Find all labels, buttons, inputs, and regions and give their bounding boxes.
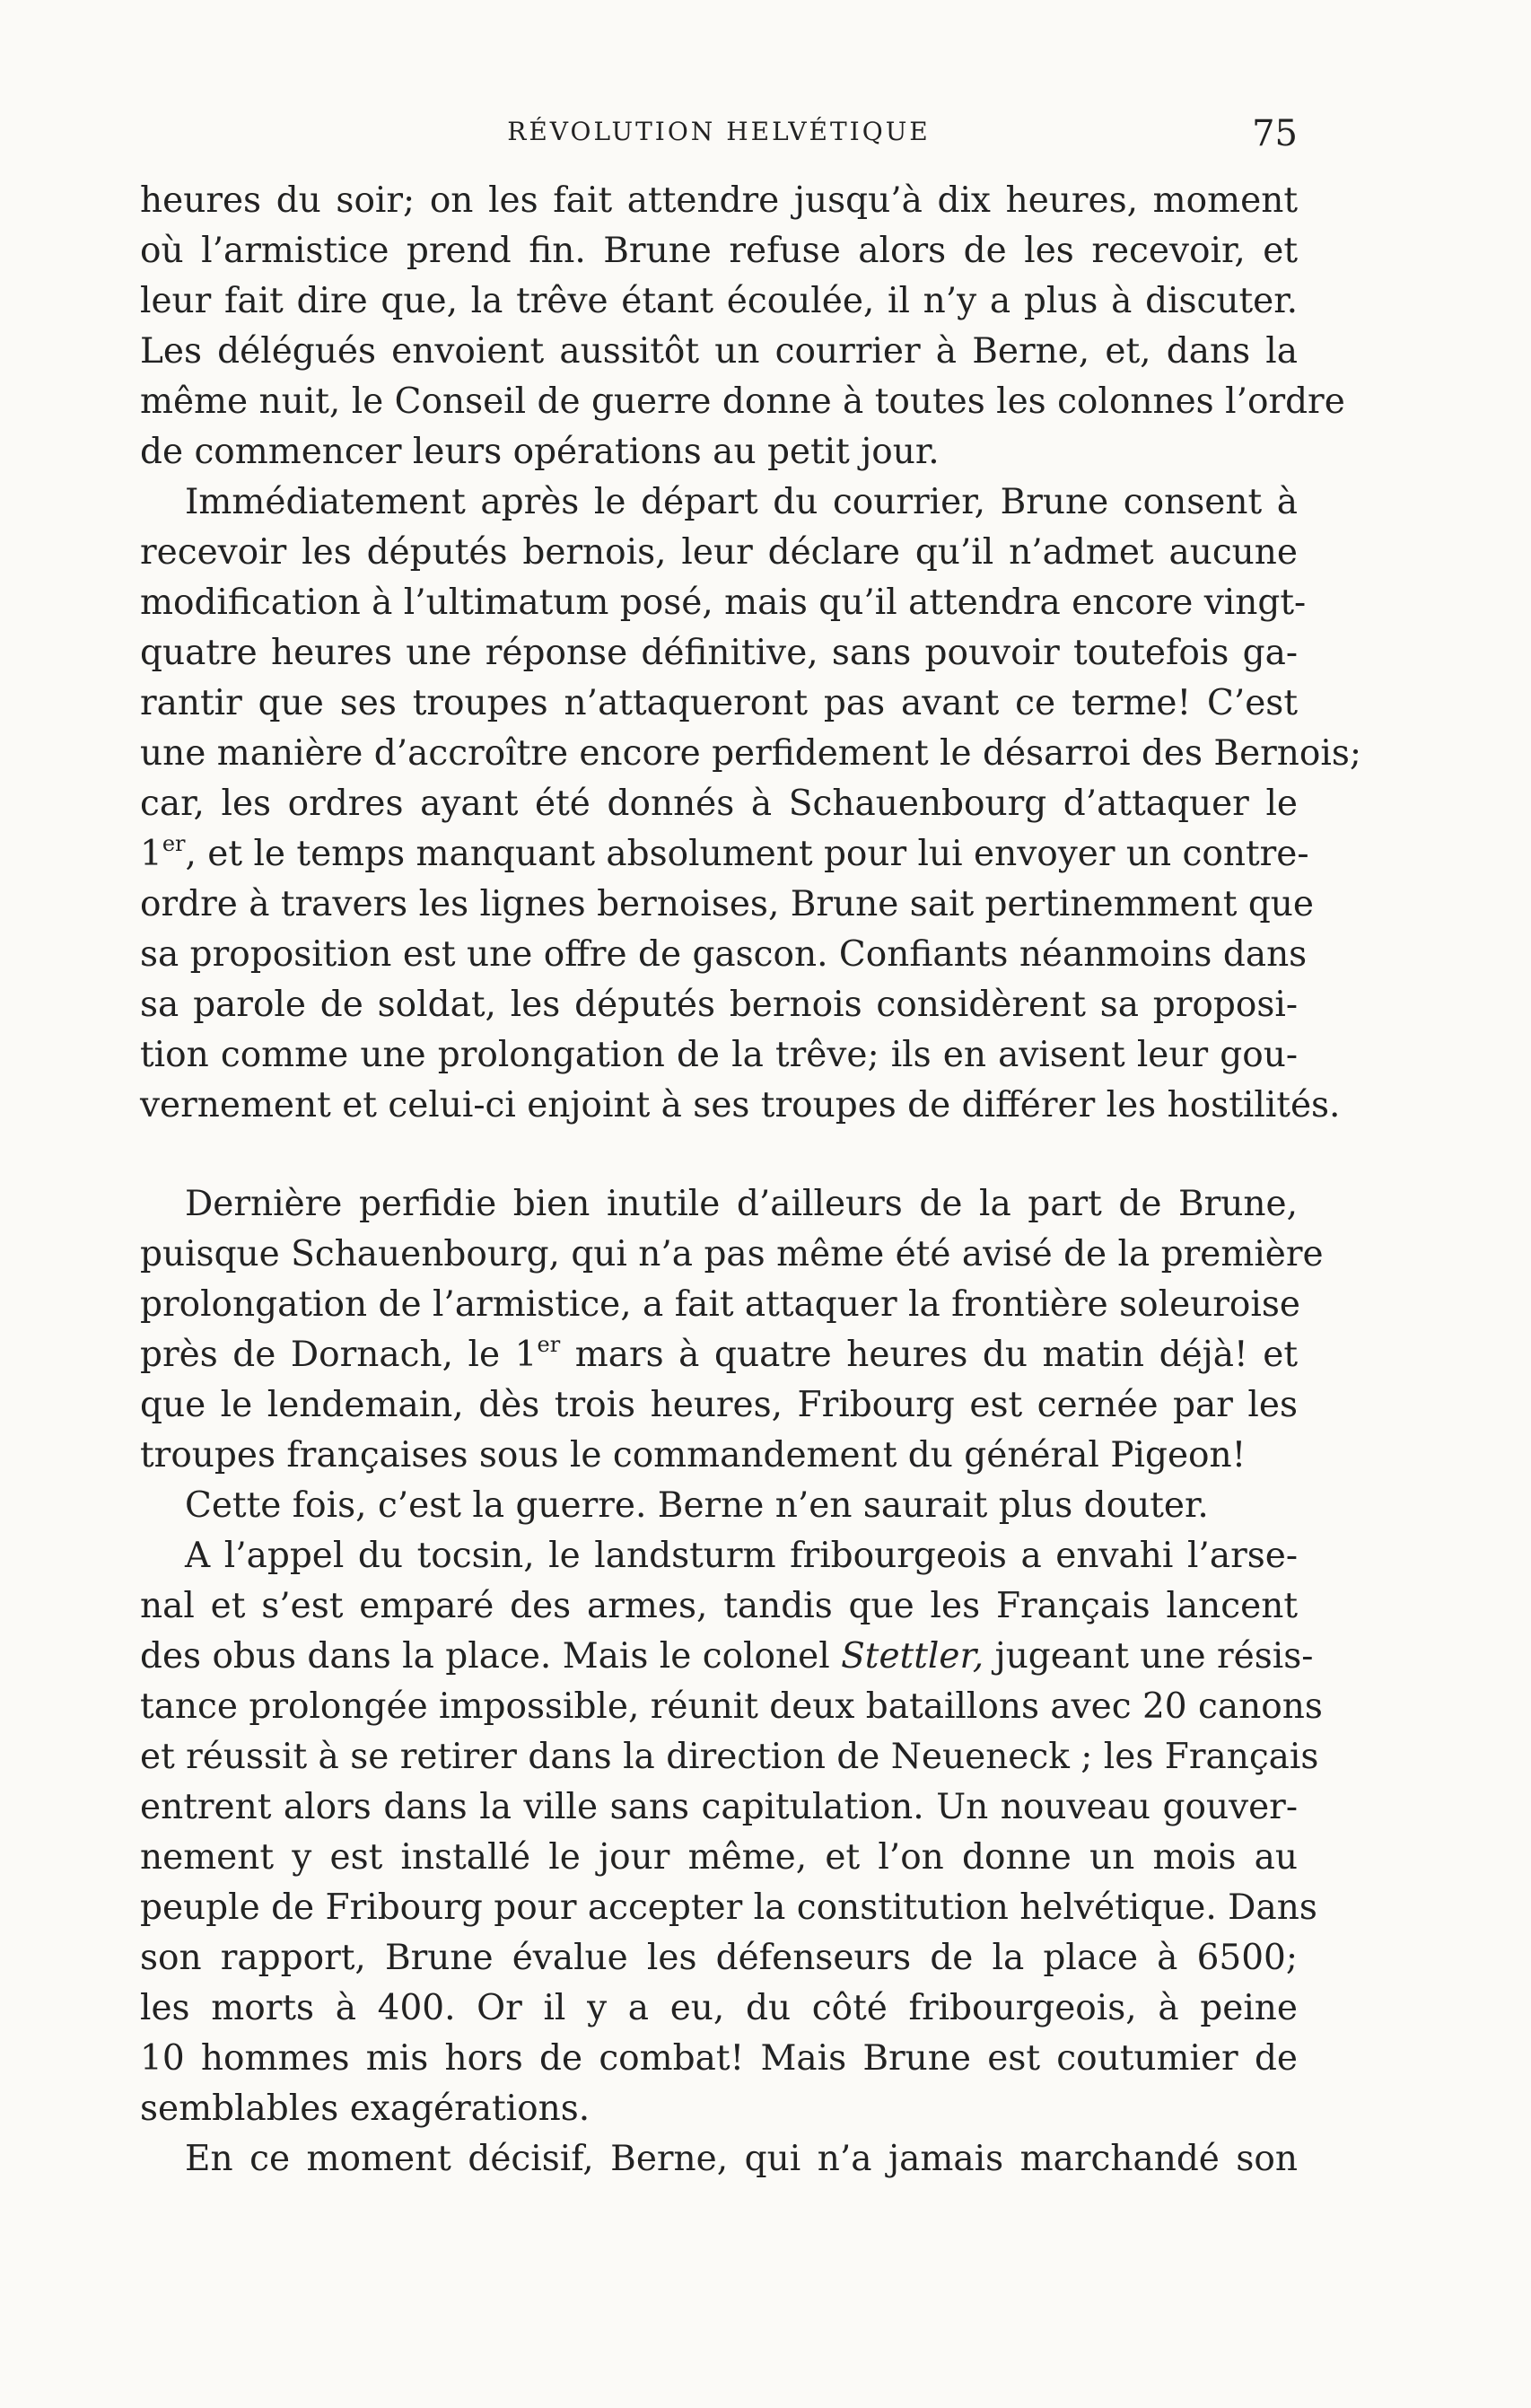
text-line: sa parole de soldat, les députés bernois considèrent sa proposi- (140, 985, 1298, 1025)
text-line: même nuit, le Conseil de guerre donne à toutes les colonnes l’ordre (140, 381, 1345, 422)
text-line: prolongation de l’armistice, a fait attaquer la frontière soleuroise (140, 1284, 1300, 1325)
text-line: où l’armistice prend fin. Brune refuse alors de les recevoir, et (140, 231, 1298, 271)
text-line: recevoir les députés bernois, leur déclare qu’il n’admet aucune (140, 532, 1298, 573)
text-line: puisque Schauenbourg, qui n’a pas même été avisé de la première (140, 1234, 1324, 1274)
text-line: semblables exagérations. (140, 2088, 591, 2129)
text-line: ordre à travers les lignes bernoises, Brune sait pertinemment que (140, 884, 1314, 924)
text-line (140, 1330, 1298, 1380)
line-text: mars à quatre heures du matin déjà! et (560, 1335, 1298, 1375)
text-line (140, 1632, 1314, 1682)
ordinal-superscript: er (537, 1332, 561, 1357)
text-line: modification à l’ultimatum posé, mais qu’il attendra encore vingt- (140, 582, 1307, 623)
paragraph-1 (140, 176, 1345, 477)
text-line: rantir que ses troupes n’attaqueront pas avant ce terme! C’est (140, 683, 1298, 723)
text-line: quatre heures une réponse définitive, sans pouvoir toutefois ga- (140, 633, 1298, 673)
text-line: A l’appel du tocsin, le landsturm fribourgeois a envahi l’arse- (185, 1536, 1298, 1576)
text-line: 10 hommes mis hors de combat! Mais Brune est coutumier de (140, 2038, 1298, 2079)
page-number: 75 (1252, 113, 1298, 154)
text-line: troupes françaises sous le commandement du général Pigeon! (140, 1435, 1247, 1475)
text-line: son rapport, Brune évalue les défenseurs de la place à 6500; (140, 1938, 1298, 1978)
text-line: sa proposition est une offre de gascon. Confiants néanmoins dans (140, 934, 1308, 975)
text-line: Cette fois, c’est la guerre. Berne n’en saurait plus douter. (185, 1485, 1209, 1526)
text-line: Les délégués envoient aussitôt un courrier à Berne, et, dans la (140, 331, 1298, 372)
text-line: entrent alors dans la ville sans capitulation. Un nouveau gouver- (140, 1787, 1298, 1827)
text-line: En ce moment décisif, Berne, qui n’a jamais marchandé son (185, 2139, 1298, 2179)
line-text: près de Dornach, le 1 (140, 1335, 538, 1375)
page-body (140, 176, 1362, 2185)
text-line: tion comme une prolongation de la trêve; ils en avisent leur gou- (140, 1035, 1298, 1075)
text-line: que le lendemain, dès trois heures, Fribourg est cernée par les (140, 1385, 1298, 1425)
text-line: de commencer leurs opérations au petit jour. (140, 432, 940, 472)
ordinal-superscript: er (162, 831, 186, 856)
text-line: car, les ordres ayant été donnés à Schauenbourg d’attaquer le (140, 784, 1298, 824)
paragraph-5 (140, 1531, 1323, 2134)
line-text: des obus dans la place. Mais le colonel (140, 1636, 842, 1677)
text-line: et réussit à se retirer dans la direction de Neueneck ; les Français (140, 1737, 1319, 1777)
text-line: les morts à 400. Or il y a eu, du côté fribourgeois, à peine (140, 1988, 1298, 2028)
line-text: jugeant une résis- (984, 1636, 1314, 1677)
text-line: peuple de Fribourg pour accepter la constitution helvétique. Dans (140, 1887, 1317, 1928)
running-title: RÉVOLUTION HELVÉTIQUE (507, 117, 931, 146)
paragraph-4 (140, 1481, 1298, 1531)
paragraph-6 (140, 2134, 1298, 2185)
paragraph-3 (140, 1179, 1324, 1481)
text-line: Dernière perfidie bien inutile d’ailleurs de la part de Brune, (185, 1184, 1298, 1224)
page-header (140, 113, 1298, 153)
section-gap (140, 1131, 1298, 1179)
text-line: Immédiatement après le départ du courrier, Brune consent à (185, 482, 1298, 522)
italic-name: Stettler, (841, 1636, 984, 1677)
text-line: leur fait dire que, la trêve étant écoulée, il n’y a plus à discuter. (140, 281, 1298, 321)
text-line: heures du soir; on les fait attendre jusqu’à dix heures, moment (140, 180, 1298, 221)
text-line: tance prolongée impossible, réunit deux bataillons avec 20 canons (140, 1686, 1323, 1727)
text-line: nement y est installé le jour même, et l’on donne un mois au (140, 1837, 1298, 1878)
text-line: nal et s’est emparé des armes, tandis que les Français lancent (140, 1586, 1298, 1626)
text-line: vernement et celui-ci enjoint à ses troupes de différer les hostilités. (140, 1085, 1341, 1125)
text-line (140, 829, 1309, 880)
line-text: 1 (140, 834, 162, 874)
text-line: une manière d’accroître encore perfidement le désarroi des Bernois; (140, 733, 1362, 774)
paragraph-2 (140, 477, 1362, 1131)
line-text: , et le temps manquant absolument pour lui envoyer un contre- (185, 834, 1309, 874)
